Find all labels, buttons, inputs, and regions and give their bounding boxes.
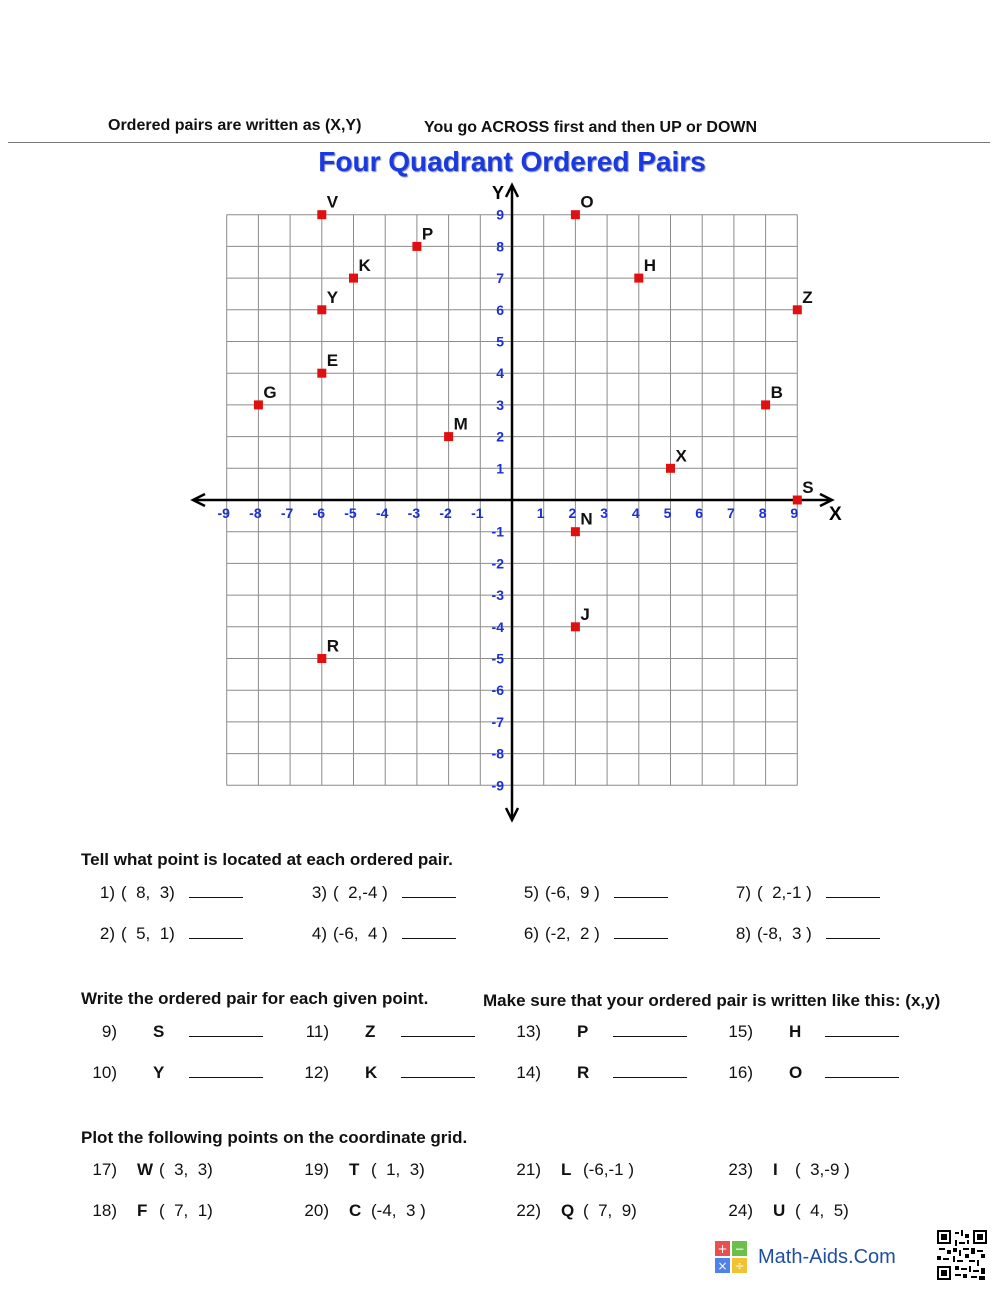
ordered-pair: ( 2,-1 ) [757,883,812,902]
question-item [723,883,880,903]
ordered-pair: ( 3,-9 ) [795,1160,850,1179]
point-marker [317,369,326,378]
plotted-points [254,193,814,663]
axes [193,185,832,820]
y-tick-label: -4 [491,618,504,635]
answer-blank[interactable] [614,924,668,939]
point-marker [793,305,802,314]
y-tick-label: -7 [491,713,504,730]
point-label: N [580,509,593,529]
y-tick-label: -8 [491,745,504,762]
x-tick-label: 4 [631,505,640,521]
question-number: 20) [304,1201,329,1220]
question-number: 13) [516,1022,541,1041]
question-item [723,1160,850,1180]
point-label: Z [802,287,813,307]
point-marker [254,400,263,409]
point-letter: S [153,1022,165,1041]
qr-code-icon [937,1230,987,1280]
ordered-pair: ( 3, 3) [159,1160,213,1179]
section1-heading: Tell what point is located at each ordered pair. [81,850,453,869]
question-item [723,1063,899,1083]
point-label: E [326,351,339,371]
question-number: 17) [92,1160,117,1179]
point-marker [666,464,675,473]
point-label: M [453,414,468,434]
point-letter: O [789,1063,803,1082]
answer-blank[interactable] [402,883,456,898]
answer-blank[interactable] [825,1022,899,1037]
answer-blank[interactable] [826,883,880,898]
ordered-pair: ( 5, 1) [121,924,175,943]
point-label: H [643,256,657,276]
question-item [299,924,456,944]
question-item [511,1063,687,1083]
answer-blank[interactable] [614,883,668,898]
y-tick-label: -2 [491,555,504,572]
x-axis-label: X [829,504,842,525]
point-letter: C [349,1201,362,1220]
y-tick-label: 9 [496,206,504,223]
question-number: 11) [305,1022,329,1041]
question-number: 16) [728,1063,753,1082]
y-tick-label: 7 [496,270,504,287]
header-note-right: You go ACROSS first and then UP or DOWN [424,119,758,136]
question-item [87,883,243,903]
question-item [299,883,456,903]
point-marker [571,622,580,631]
answer-blank[interactable] [613,1063,687,1078]
question-item [299,1063,475,1083]
point-letter: L [561,1160,572,1179]
x-tick-labels [217,505,798,521]
x-tick-label: 5 [663,505,672,521]
svg-text:+: + [717,1242,728,1256]
point-label: X [675,446,687,466]
x-tick-label: 8 [758,505,767,521]
question-number: 21) [516,1160,541,1179]
answer-blank[interactable] [401,1063,475,1078]
point-letter: Q [561,1201,575,1220]
question-item [299,1160,425,1180]
question-item [511,1201,637,1221]
point-marker [349,274,358,283]
question-number: 10) [92,1063,117,1082]
question-number: 24) [728,1201,753,1220]
x-tick-label: 6 [695,505,704,521]
question-number: 8) [735,924,751,943]
section2-heading: Write the ordered pair for each given point. [81,989,429,1008]
y-tick-label: -5 [491,650,504,667]
question-number: 1) [99,883,115,902]
point-letter: P [577,1022,589,1041]
question-item [87,1022,263,1042]
point-marker [317,654,326,663]
point-label: Y [326,287,339,307]
point-marker [634,274,643,283]
x-tick-label: -8 [249,505,262,521]
question-item [87,1160,213,1180]
y-tick-label: 3 [496,396,504,413]
question-item [723,1201,849,1221]
x-tick-label: -7 [280,505,294,521]
question-number: 22) [516,1201,541,1220]
svg-text:×: × [717,1259,728,1273]
question-number: 19) [304,1160,329,1179]
ordered-pair: (-4, 3 ) [371,1201,426,1220]
point-marker [571,210,580,219]
coordinate-grid[interactable] [0,180,1000,825]
question-item [511,883,668,903]
ordered-pair: (-6,-1 ) [583,1160,634,1179]
point-label: S [802,478,814,497]
y-tick-label: 5 [496,333,504,350]
ordered-pair: ( 7, 1) [159,1201,213,1220]
x-tick-label: -9 [217,505,230,521]
y-tick-label: 2 [496,428,504,445]
y-tick-label: 1 [496,460,504,477]
x-tick-label: -3 [407,505,421,521]
header-divider [8,142,990,143]
ordered-pair: (-6, 9 ) [545,883,600,902]
question-number: 9) [101,1022,117,1041]
point-marker [761,400,770,409]
y-tick-label: 4 [496,365,504,382]
answer-blank[interactable] [825,1063,899,1078]
question-number: 5) [523,883,539,902]
section2-instruction: Make sure that your ordered pair is written like this: (x,y) [483,991,941,1010]
point-label: V [326,192,339,212]
point-label: O [580,192,594,212]
question-number: 2) [99,924,115,943]
answer-blank[interactable] [401,1022,475,1037]
question-number: 15) [728,1022,753,1041]
x-tick-label: -4 [375,505,389,521]
point-marker [444,432,453,441]
point-marker [317,210,326,219]
y-tick-label: -6 [491,682,504,699]
point-letter: I [773,1160,778,1179]
question-item [511,1022,687,1042]
svg-text:−: − [734,1242,745,1256]
ordered-pair: (-2, 2 ) [545,924,600,943]
section3-heading: Plot the following points on the coordinate grid. [81,1128,468,1147]
brand-link[interactable]: Math-Aids.Com [758,1246,896,1268]
y-tick-label: -9 [491,777,504,794]
question-number: 14) [516,1063,541,1082]
point-letter: Y [153,1063,165,1082]
answer-blank[interactable] [402,924,456,939]
header-note-left: Ordered pairs are written as (X,Y) [108,117,362,134]
point-letter: T [349,1160,360,1179]
point-letter: K [365,1063,378,1082]
question-number: 6) [523,924,539,943]
x-tick-label: -1 [471,505,484,521]
point-letter: W [137,1160,154,1179]
point-letter: Z [365,1022,376,1041]
question-number: 18) [92,1201,117,1220]
point-label: J [580,604,590,624]
x-tick-label: 9 [790,505,799,521]
point-letter: H [789,1022,802,1041]
x-tick-label: 1 [536,505,545,521]
ordered-pair: (-8, 3 ) [757,924,812,943]
question-item [511,924,668,944]
ordered-pair: ( 1, 3) [371,1160,425,1179]
y-tick-label: 8 [496,238,504,255]
x-tick-label: -2 [439,505,452,521]
question-item [723,924,880,944]
point-marker [793,496,802,505]
calculator-icon [715,1241,747,1273]
question-item [723,1022,899,1042]
question-item [87,1063,263,1083]
question-number: 23) [728,1160,753,1179]
ordered-pair: (-6, 4 ) [333,924,388,943]
question-number: 3) [311,883,327,902]
point-label: R [326,636,340,656]
answer-blank[interactable] [826,924,880,939]
point-marker [317,305,326,314]
question-item [511,1160,634,1180]
x-tick-label: -6 [312,505,326,521]
page-title: Four Quadrant Ordered Pairs [318,146,706,177]
answer-blank[interactable] [613,1022,687,1037]
question-item [299,1022,475,1042]
point-label: B [770,382,783,402]
y-tick-label: -1 [491,523,504,540]
y-tick-label: -3 [491,587,504,604]
ordered-pair: ( 2,-4 ) [333,883,388,902]
point-marker [571,527,580,536]
x-tick-label: 3 [600,505,608,521]
point-label: K [358,256,371,276]
y-tick-label: 6 [496,301,504,318]
x-tick-label: -5 [344,505,357,521]
point-label: P [421,224,434,244]
answer-blank[interactable] [189,883,243,898]
question-number: 4) [311,924,327,943]
answer-blank[interactable] [189,924,243,939]
ordered-pair: ( 8, 3) [121,883,175,902]
question-item [299,1201,426,1221]
point-letter: R [577,1063,590,1082]
svg-text:÷: ÷ [734,1259,745,1273]
point-marker [412,242,421,251]
x-tick-label: 7 [727,505,735,521]
ordered-pair: ( 4, 5) [795,1201,849,1220]
ordered-pair: ( 7, 9) [583,1201,637,1220]
question-item [87,1201,213,1221]
y-axis-label: Y [492,183,505,203]
point-letter: F [137,1201,148,1220]
question-item [87,924,243,944]
answer-blank[interactable] [189,1022,263,1037]
question-number: 12) [304,1063,329,1082]
question-number: 7) [735,883,751,902]
point-label: G [263,382,277,402]
x-tick-label: 2 [568,505,577,521]
point-letter: U [773,1201,786,1220]
answer-blank[interactable] [189,1063,263,1078]
